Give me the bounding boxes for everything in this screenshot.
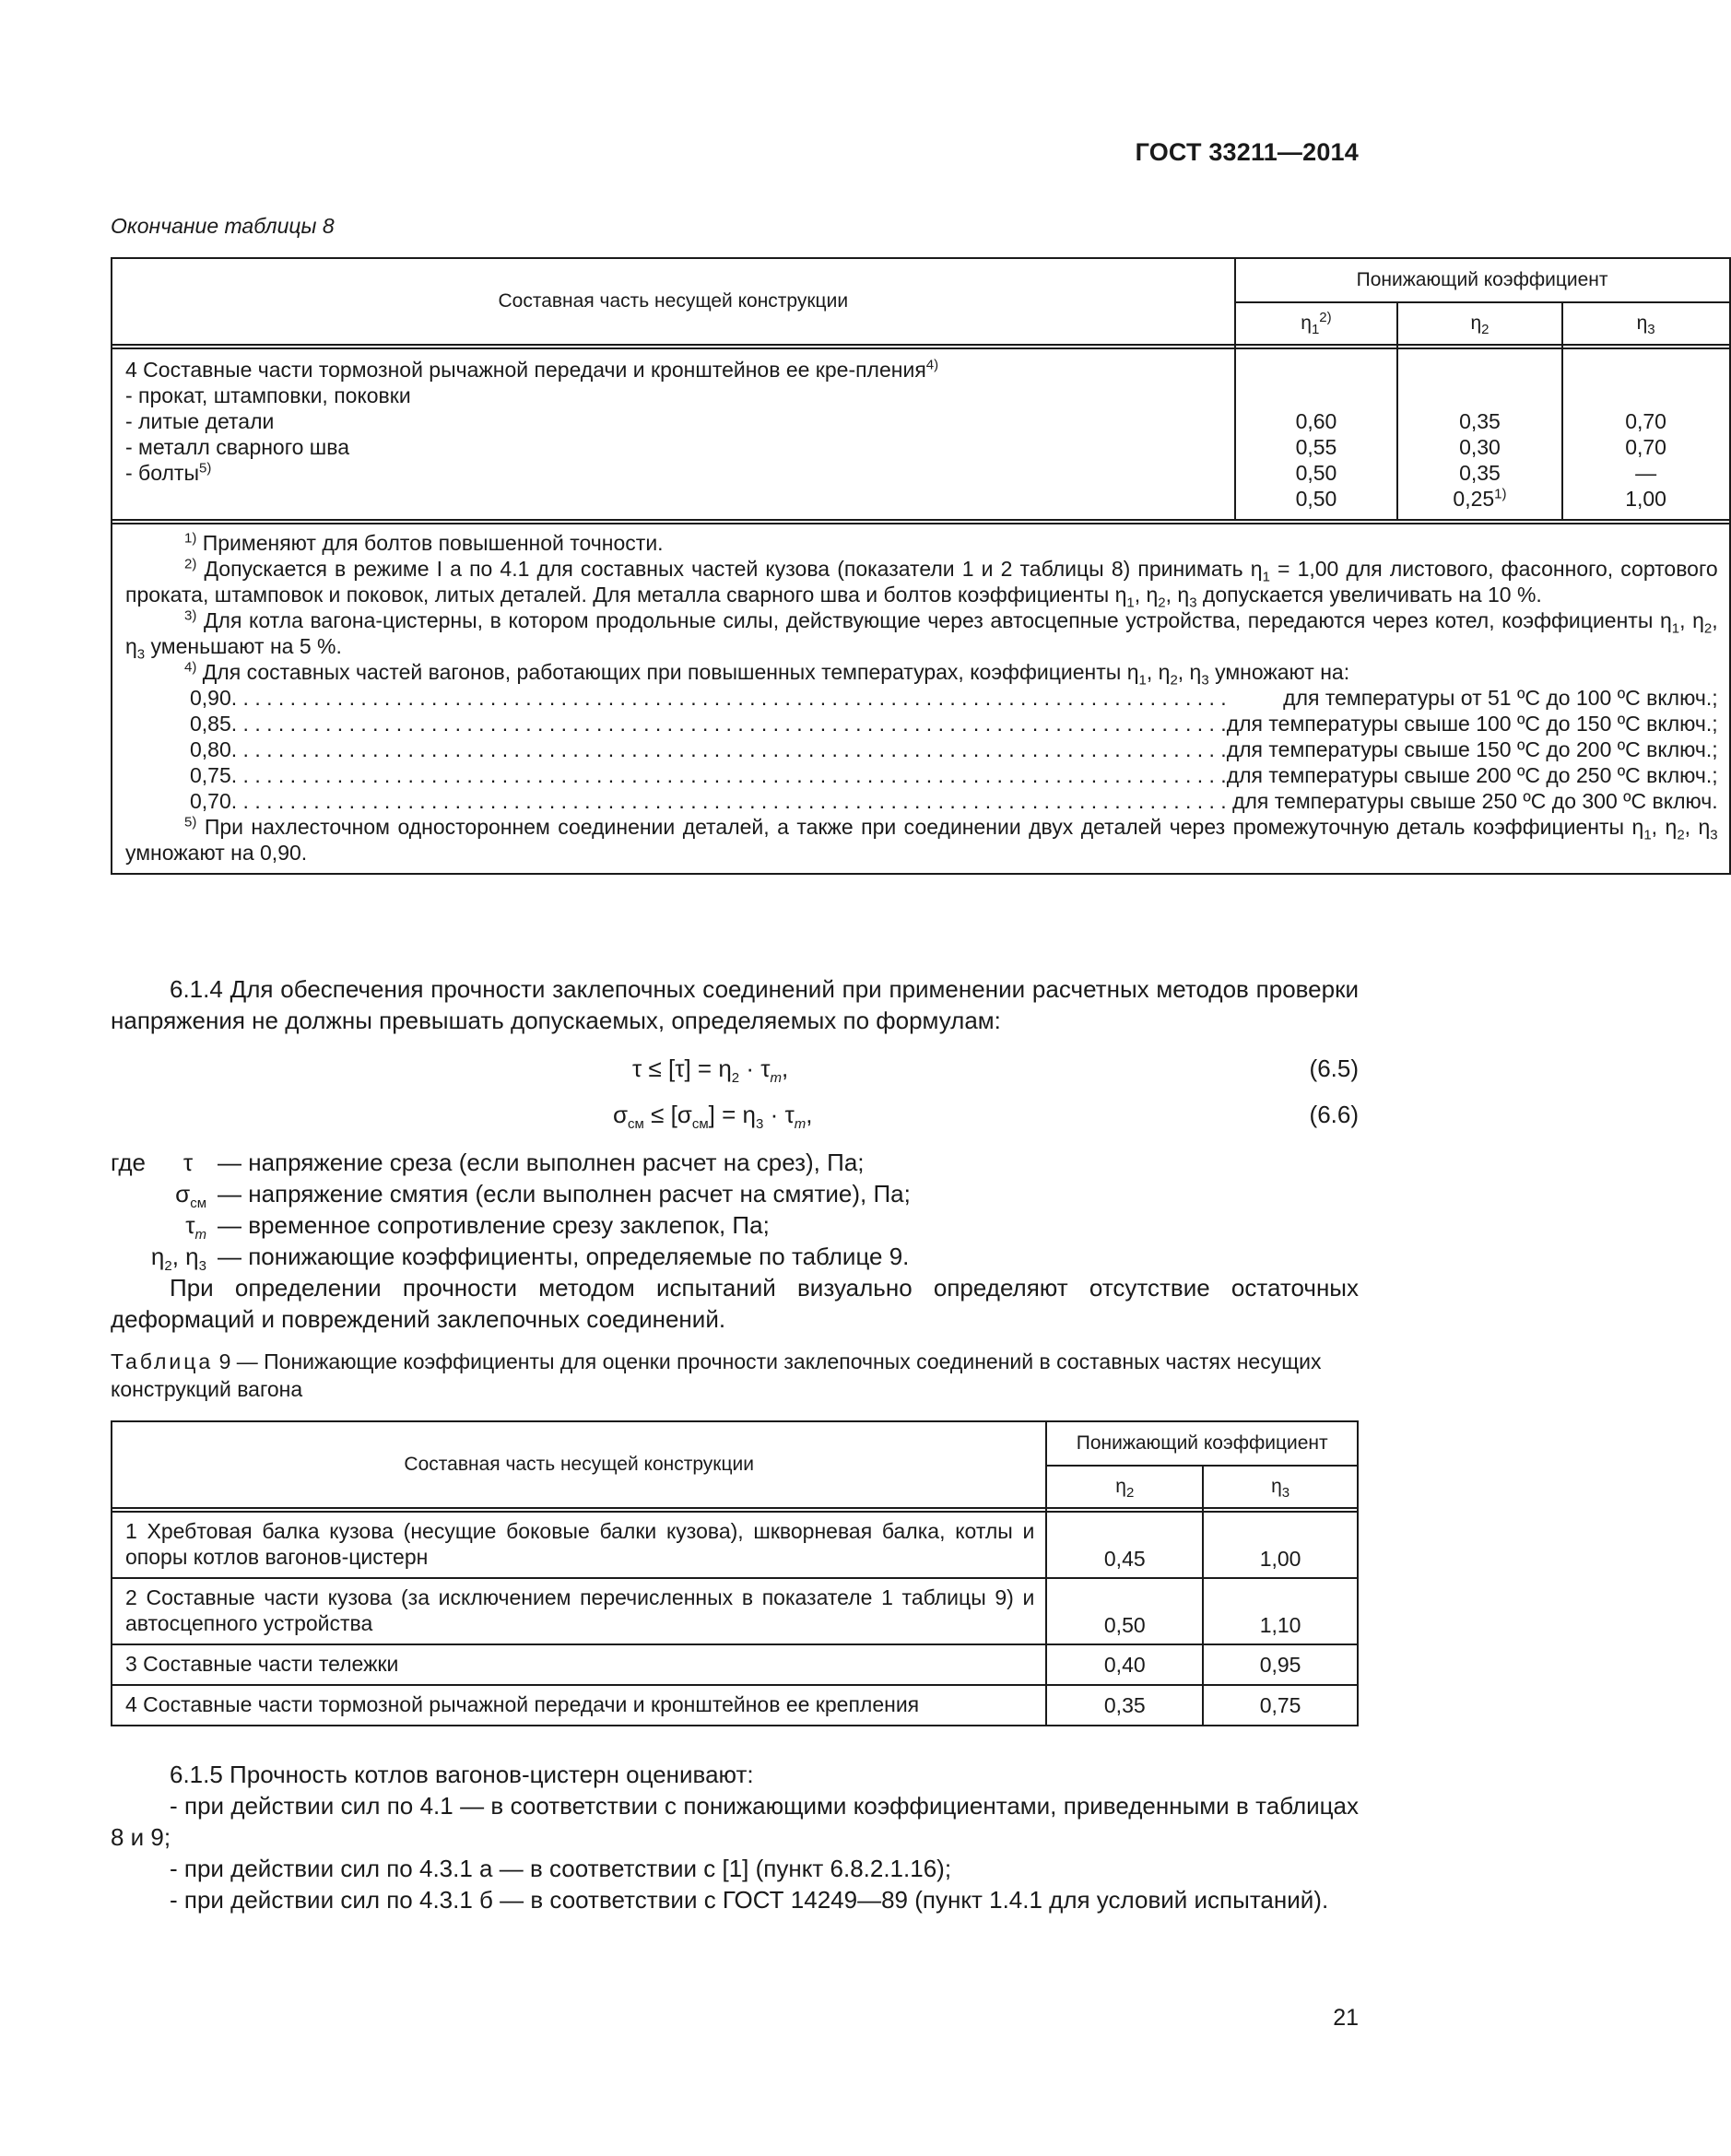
t8-row4-name [112,348,1235,520]
t8-cell: 0,70 [1625,435,1666,459]
t8-cell: 0,50 [1295,487,1337,511]
t9-cell: 0,40 [1046,1644,1203,1685]
t9-cell: 0,75 [1203,1685,1358,1726]
temperature-factor-row: 0,85 . . . для температуры свыше 100 ºС до 150 ºС включ.; [125,711,1718,736]
t8-item-name: - металл сварного шва [125,435,349,459]
temperature-factor-row: 0,75 . . . для температуры свыше 200 ºС до 250 ºС включ.; [125,762,1718,788]
t8-header-eta1: $\eta_1^{2)}$ [1235,302,1398,345]
table-row [112,1512,1358,1578]
t9-row-name: 2 Составные части кузова (за исключением перечисленных в показателе 1 таблицы 9) и автосцепного устройства [112,1578,1046,1644]
definition-row [111,1209,1359,1241]
footnote-3: $^{3)}$ Для котла вагона-цистерны, в котором продольные силы, действующие через автосцепные устройства, передаются через котел, коэффициенты $\eta_1$, $\eta_2$, $\eta_3$ уменьшают на 5 %. [125,607,1718,663]
definition-text: — напряжение смятия (если выполнен расчет на смятие), Па; [218,1180,911,1208]
t8-col-eta2-values [1397,348,1561,520]
definition-text: — понижающие коэффициенты, определяемые по таблице 9. [218,1243,910,1270]
t9-cell: 1,00 [1203,1512,1358,1578]
definition-text: — напряжение среза (если выполнен расчет на срез), Па; [218,1149,865,1176]
definition-row [111,1178,1359,1212]
t8-header-coefficient-group: Понижающий коэффициент [1235,258,1730,302]
table-row [112,1685,1358,1726]
formula-6-6: $\sigma_{см} \le [\sigma_{см}] = \eta_3 \cdot \tau_m$, [613,1101,813,1133]
t8-item-name: - прокат, штамповки, поковки [125,383,411,407]
standard-code: ГОСТ 33211—2014 [1135,138,1359,166]
section-6-1-5-lead: 6.1.5 Прочность котлов вагонов-цистерн оценивают: [170,1761,754,1788]
definition-symbol: $\tau_m$ [185,1211,206,1243]
t8-cell: 0,30 [1459,435,1501,459]
definition-symbol: $\eta_2$, $\eta_3$ [150,1243,206,1275]
t9-cell: 1,10 [1203,1578,1358,1644]
footnote-5: $^{5)}$ При нахлесточном одностороннем соединении деталей, а также при соединении двух деталей через промежуточную деталь коэффициенты $\eta_1$, $\eta_2$, $\eta_3$ умножают на 0,90. [125,814,1718,865]
table-row [112,1644,1358,1685]
definition-row [111,1147,1359,1178]
t9-header-eta2: $\eta_2$ [1046,1466,1203,1508]
formula-6-5: $\tau \le [\tau] = \eta_2 \cdot \tau_m$, [632,1054,789,1087]
list-item: - при действии сил по 4.1 — в соответствии с понижающими коэффициентами, приведенными в таблицах 8 и 9; [111,1792,1359,1851]
t9-cell: 0,95 [1203,1644,1358,1685]
footnote-1: $^{1)}$ Применяют для болтов повышенной точности. [184,530,664,555]
footnote-2: $^{2)}$ Допускается в режиме I а по 4.1 для составных частей кузова (показатели 1 и 2 таблицы 8) принимать $\eta_1 = 1,00$ для листового, фасонного, сортового проката, штамповок и поковок, литых деталей. Для металла сварного шва и болтов коэффициенты $\eta_1$, $\eta_2$, $\eta_3$ допускается увеличивать на 10 %. [125,556,1718,611]
t8-cell: 0,35 [1459,409,1501,433]
temperature-factor-row: 0,70 . . . для температуры свыше 250 ºС до 300 ºС включ. [125,788,1718,814]
equation-number-6-6: (6.6) [1309,1101,1359,1128]
section-6-1-5 [111,1759,1359,1915]
t8-col-eta3-values [1562,348,1730,520]
where-label: где [111,1149,146,1176]
list-item: - при действии сил по 4.3.1 б — в соответствии с ГОСТ 14249—89 (пункт 1.4.1 для условий испытаний). [170,1886,1329,1914]
temperature-factor-row: 0,80 . . . для температуры свыше 150 ºС до 200 ºС включ.; [125,736,1718,762]
footnote-4: $^{4)}$ Для составных частей вагонов, работающих при повышенных температурах, коэффициенты $\eta_1$, $\eta_2$, $\eta_3$ умножают на: [184,659,1350,689]
t9-header-coefficient-group: Понижающий коэффициент [1046,1421,1358,1466]
t8-footnotes [112,524,1730,874]
list-item: - при действии сил по 4.3.1 а — в соответствии с [1] (пункт 6.8.2.1.16); [170,1855,952,1882]
t8-header-eta3: $\eta_3$ [1562,302,1730,345]
t8-cell: 0,50 [1295,461,1337,485]
t9-row-name: 1 Хребтовая балка кузова (несущие боковые балки кузова), шкворневая балка, котлы и опоры котлов вагонов-цистерн [112,1512,1046,1578]
t8-item-name: - болты$^{5)}$ [125,460,212,485]
t8-header-component: Составная часть несущей конструкции [112,258,1235,345]
t9-header-component: Составная часть несущей конструкции [112,1421,1046,1508]
table9-caption: Таблица 9 — Понижающие коэффициенты для оценки прочности заклепочных соединений в составных частях несущих конструкций вагона [111,1349,1322,1401]
table-9 [111,1420,1359,1726]
t8-cell: 0,35 [1459,461,1501,485]
t8-row4-title: 4 Составные части тормозной рычажной передачи и кронштейнов ее кре-пления$^{4)}$ [125,357,939,382]
section-6-1-4-test-text: При определении прочности методом испытаний визуально определяют отсутствие остаточных деформаций и повреждений заклепочных соединений. [111,1274,1359,1333]
t8-header-eta2: $\eta_2$ [1397,302,1561,345]
t9-header-eta3: $\eta_3$ [1203,1466,1358,1508]
t8-col-eta1-values [1235,348,1398,520]
t8-cell: 1,00 [1625,487,1666,511]
page-number: 21 [1333,2005,1359,2031]
t8-cell: 0,25$^{1)}$ [1453,486,1507,511]
definition-symbol: $\sigma_{см}$ [175,1180,206,1212]
t8-item-name: - литые детали [125,409,275,433]
table8-continuation-caption: Окончание таблицы 8 [111,214,335,238]
temperature-factor-row: 0,90 . . . для температуры от 51 ºС до 100 ºС включ.; [125,685,1718,711]
t9-cell: 0,50 [1046,1578,1203,1644]
t8-cell: — [1635,461,1657,485]
t9-cell: 0,45 [1046,1512,1203,1578]
t8-cell: 0,60 [1295,409,1337,433]
t8-cell: 0,70 [1625,409,1666,433]
t9-cell: 0,35 [1046,1685,1203,1726]
table-8 [111,257,1731,875]
symbol-definitions [111,1147,1359,1275]
table-row [112,1578,1358,1644]
t8-row-4 [112,348,1730,520]
equation-number-6-5: (6.5) [1309,1054,1359,1082]
t9-row-name: 4 Составные части тормозной рычажной передачи и кронштейнов ее крепления [112,1685,1046,1726]
definition-text: — временное сопротивление срезу заклепок, Па; [218,1211,770,1239]
definition-row [111,1241,1359,1275]
definition-symbol: τ [183,1149,194,1176]
t8-cell: 0,55 [1295,435,1337,459]
section-6-1-4-text: 6.1.4 Для обеспечения прочности заклепочных соединений при применении расчетных методов проверки напряжения не должны превышать допускаемых, определяемых по формулам: [111,975,1359,1034]
t9-row-name: 3 Составные части тележки [112,1644,1046,1685]
